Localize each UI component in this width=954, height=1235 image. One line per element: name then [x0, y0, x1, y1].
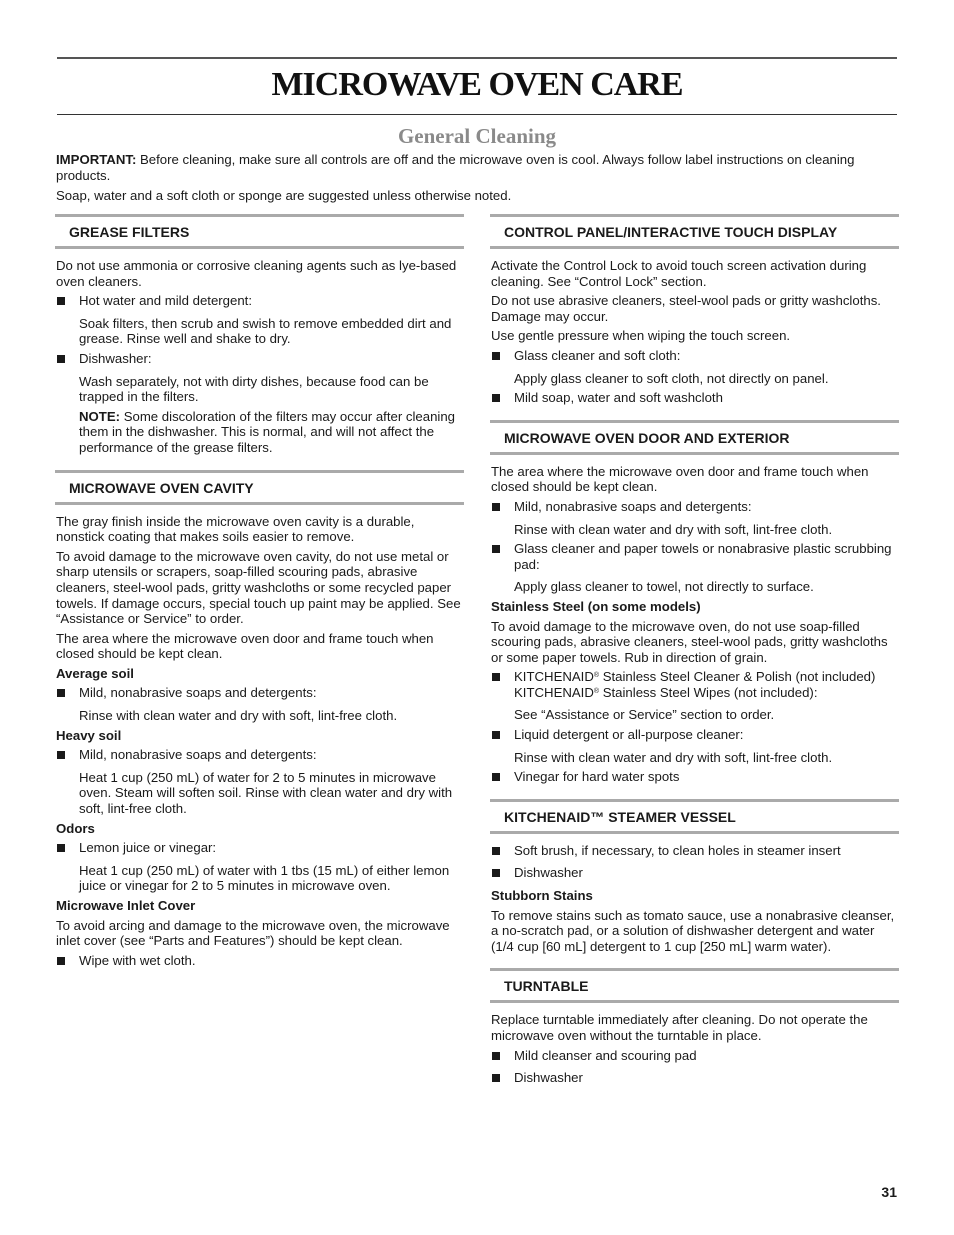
paragraph: To remove stains such as tomato sauce, use a nonabrasive cleanser, a no-scratch pad, or a solution of dishwasher detergent and water (1/4 cup [60 mL] detergent to 1 cup [250 mL] warm water). [491, 907, 895, 954]
bullet-detail: Heat 1 cup (250 mL) of water with 1 tbs (15 mL) of either lemon juice or vinegar for 2 to 5 minutes in microwave oven. [79, 862, 450, 894]
important-text: Before cleaning, make sure all controls are off and the microwave oven is cool. Always follow label instructions on cleaning products. [56, 152, 855, 183]
bullet-square-icon [57, 297, 65, 305]
subheading: Heavy soil [56, 727, 122, 743]
bullet-text: Dishwasher [514, 865, 583, 881]
bullet-item [491, 865, 899, 881]
bullet-text: Glass cleaner and paper towels or nonabrasive plastic scrubbing pad: [514, 541, 892, 572]
product-text: Stainless Steel Wipes (not included): [599, 684, 818, 700]
paragraph: Replace turntable immediately after cleaning. Do not operate the microwave oven without the turntable in place. [491, 1012, 868, 1043]
bullet-detail: Apply glass cleaner to towel, not directly to surface. [514, 579, 814, 595]
bullet-square-icon [492, 545, 500, 553]
subheading: Odors [56, 820, 95, 836]
paragraph: Do not use ammonia or corrosive cleaning agents such as lye-based oven cleaners. [56, 258, 457, 289]
left-column [56, 214, 464, 975]
bullet-text: Mild cleanser and scouring pad [514, 1047, 697, 1063]
bullet-detail: Rinse with clean water and dry with soft, lint-free cloth. [79, 708, 398, 724]
page-title: MICROWAVE OVEN CARE [271, 66, 683, 103]
grease-filters-section [56, 214, 464, 456]
bullet-text: Hot water and mild detergent: [79, 293, 252, 309]
intro [56, 152, 898, 208]
bullet-item [56, 840, 464, 856]
bullet-text: Glass cleaner and soft cloth: [514, 347, 681, 363]
bullet-square-icon [57, 957, 65, 965]
section-heading: KITCHENAID™ STEAMER VESSEL [490, 799, 899, 834]
bullet-text: Dishwasher [514, 1070, 583, 1086]
bullet-square-icon [492, 394, 500, 402]
bullet-detail: Rinse with clean water and dry with soft, lint-free cloth. [514, 749, 833, 765]
paragraph: Do not use abrasive cleaners, steel-wool pads or gritty washcloths. Damage may occur. [491, 293, 881, 324]
subheading: Stainless Steel (on some models) [491, 598, 701, 614]
bullet-square-icon [492, 869, 500, 877]
bullet-item [56, 351, 464, 367]
bullet-text: Soft brush, if necessary, to clean holes in steamer insert [514, 842, 841, 858]
bullet-detail: Soak filters, then scrub and swish to remove embedded dirt and grease. Rinse well and shake to dry. [79, 315, 452, 347]
paragraph: The area where the microwave oven door and frame touch when closed should be kept clean. [56, 630, 434, 662]
page-subtitle: General Cleaning [397, 124, 557, 148]
paragraph: The area where the microwave oven door and frame touch when closed should be kept clean. [491, 463, 869, 495]
title-rule [57, 114, 897, 115]
bullet-square-icon [57, 844, 65, 852]
control-panel-section [491, 214, 899, 406]
subheading: Stubborn Stains [491, 888, 593, 904]
bullet-item [491, 769, 899, 785]
paragraph: To avoid arcing and damage to the microwave oven, the microwave inlet cover (see “Parts and Features”) should be kept clean. [56, 917, 450, 949]
bullet-square-icon [492, 847, 500, 855]
bullet-square-icon [492, 1074, 500, 1082]
subheading: Microwave Inlet Cover [56, 898, 196, 913]
top-rule [57, 57, 897, 59]
bullet-item [491, 1070, 899, 1086]
bullet-text: Mild, nonabrasive soaps and detergents: [79, 685, 317, 701]
soap-paragraph: Soap, water and a soft cloth or sponge are suggested unless otherwise noted. [56, 188, 512, 203]
bullet-item [56, 953, 464, 969]
section-heading: GREASE FILTERS [55, 214, 464, 249]
bullet-square-icon [492, 1052, 500, 1060]
paragraph: The gray finish inside the microwave oven cavity is a durable, nonstick coating that makes soils easier to remove. [56, 513, 415, 545]
note [56, 409, 464, 456]
bullet-item [56, 685, 464, 701]
section-heading: MICROWAVE OVEN DOOR AND EXTERIOR [490, 420, 899, 455]
bullet-item [491, 1048, 899, 1064]
section-heading: TURNTABLE [490, 968, 899, 1003]
bullet-square-icon [57, 355, 65, 363]
paragraph: To avoid damage to the microwave oven, do not use soap-filled scouring pads, abrasive cleaners, steel-wool pads, gritty washcloths or some paper towels. Rub in direction of grain. [491, 618, 888, 665]
section-heading: MICROWAVE OVEN CAVITY [55, 470, 464, 505]
bullet-item [491, 541, 899, 572]
bullet-text: Lemon juice or vinegar: [79, 840, 217, 856]
bullet-text: Dishwasher: [79, 350, 152, 366]
bullet-item [56, 747, 464, 763]
product-text: Stainless Steel Cleaner & Polish (not included) [599, 669, 876, 685]
bullet-text: Wipe with wet cloth. [79, 952, 196, 968]
bullet-square-icon [492, 352, 500, 360]
bullet-text [514, 669, 875, 700]
bullet-square-icon [492, 673, 500, 681]
note-text: Some discoloration of the filters may occur after cleaning them in the dishwasher. This is normal, and will not affect the performance of the grease filters. [79, 408, 456, 455]
subheading: Average soil [56, 665, 134, 681]
bullet-square-icon [57, 689, 65, 697]
bullet-detail: Rinse with clean water and dry with soft, lint-free cloth. [514, 521, 833, 537]
bullet-text: Mild soap, water and soft washcloth [514, 390, 723, 406]
oven-cavity-section [56, 470, 464, 969]
right-column [491, 214, 899, 1093]
bullet-text: Mild, nonabrasive soaps and detergents: [79, 747, 317, 763]
note-label: NOTE: [79, 408, 121, 424]
bullet-text: Vinegar for hard water spots [514, 769, 680, 785]
registered-mark: ® [593, 672, 600, 680]
bullet-detail: See “Assistance or Service” section to order. [514, 707, 775, 723]
bullet-item [491, 499, 899, 515]
section-heading: CONTROL PANEL/INTERACTIVE TOUCH DISPLAY [490, 214, 899, 249]
door-exterior-section [491, 420, 899, 785]
brand-text: KITCHENAID [514, 684, 594, 700]
bullet-item [491, 669, 899, 700]
brand-text: KITCHENAID [514, 669, 594, 685]
bullet-item [491, 348, 899, 364]
bullet-square-icon [57, 751, 65, 759]
page-number: 31 [881, 1184, 897, 1200]
bullet-detail: Wash separately, not with dirty dishes, because food can be trapped in the filters. [79, 373, 429, 405]
steamer-vessel-section [491, 799, 899, 955]
important-label: IMPORTANT: [56, 152, 137, 167]
paragraph: Activate the Control Lock to avoid touch screen activation during cleaning. See “Control Lock” section. [491, 258, 867, 289]
paragraph: Use gentle pressure when wiping the touch screen. [491, 328, 791, 344]
bullet-item [491, 727, 899, 743]
bullet-text: Liquid detergent or all-purpose cleaner: [514, 727, 744, 743]
bullet-text: Mild, nonabrasive soaps and detergents: [514, 498, 752, 514]
bullet-item [491, 843, 899, 859]
bullet-square-icon [492, 731, 500, 739]
important-paragraph [56, 152, 898, 184]
turntable-section [491, 968, 899, 1085]
bullet-square-icon [492, 503, 500, 511]
bullet-item [491, 390, 899, 406]
registered-mark: ® [593, 687, 600, 695]
paragraph: To avoid damage to the microwave oven cavity, do not use metal or sharp utensils or scrapers, soap-filled scouring pads, abrasive cleaners, steel-wool pads, gritty washcloths or some recycled paper towels. If damage occurs, special touch up paint may be applied. See “Assistance or Service” to order. [56, 548, 461, 627]
bullet-detail: Apply glass cleaner to soft cloth, not directly on panel. [514, 370, 829, 386]
bullet-item [56, 293, 464, 309]
bullet-square-icon [492, 773, 500, 781]
bullet-detail: Heat 1 cup (250 mL) of water for 2 to 5 minutes in microwave oven. Steam will soften soil. Rinse with clean water and dry with soft, lint-free cloth. [79, 769, 453, 817]
